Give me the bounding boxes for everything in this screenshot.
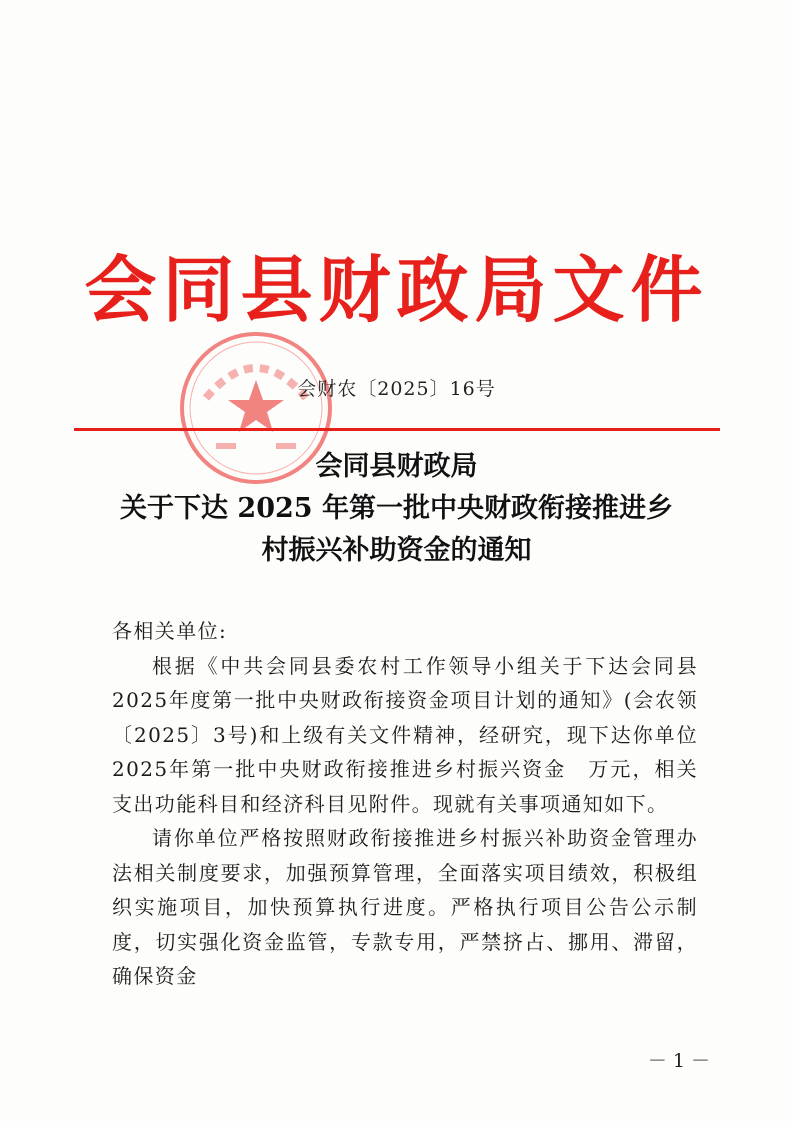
document-number: 会财农〔2025〕16号 <box>297 378 496 400</box>
body-paragraph-1: 根据《中共会同县委农村工作领导小组关于下达会同县2025年度第一批中央财政衔接资金项目计划的通知》(会农领〔2025〕3号)和上级有关文件精神，经研究，现下达你单位2025年第一批中央财政衔接推进乡村振兴资金 万元，相关支出功能科目和经济科目见附件。现就有关事项通知如下。 <box>112 653 698 816</box>
title-line-2: 关于下达 2025 年第一批中央财政衔接推进乡 <box>120 493 673 524</box>
document-body <box>112 614 698 994</box>
page-number: － 1 － <box>647 1050 710 1072</box>
document-header-title: 会同县财政局文件 <box>84 247 709 332</box>
salutation: 各相关单位: <box>112 619 228 643</box>
body-paragraph-2: 请你单位严格按照财政衔接推进乡村振兴补助资金管理办法相关制度要求，加强预算管理，全面落实项目绩效，积极组织实施项目，加快预算执行进度。严格执行项目公告公示制度，切实强化资金监管，专款专用，严禁挤占、挪用、滞留，确保资金 <box>112 826 698 988</box>
red-separator-line <box>74 428 720 431</box>
title-line-3: 村振兴补助资金的通知 <box>261 535 532 566</box>
title-line-1: 会同县财政局 <box>315 451 478 482</box>
document-title <box>80 446 713 572</box>
